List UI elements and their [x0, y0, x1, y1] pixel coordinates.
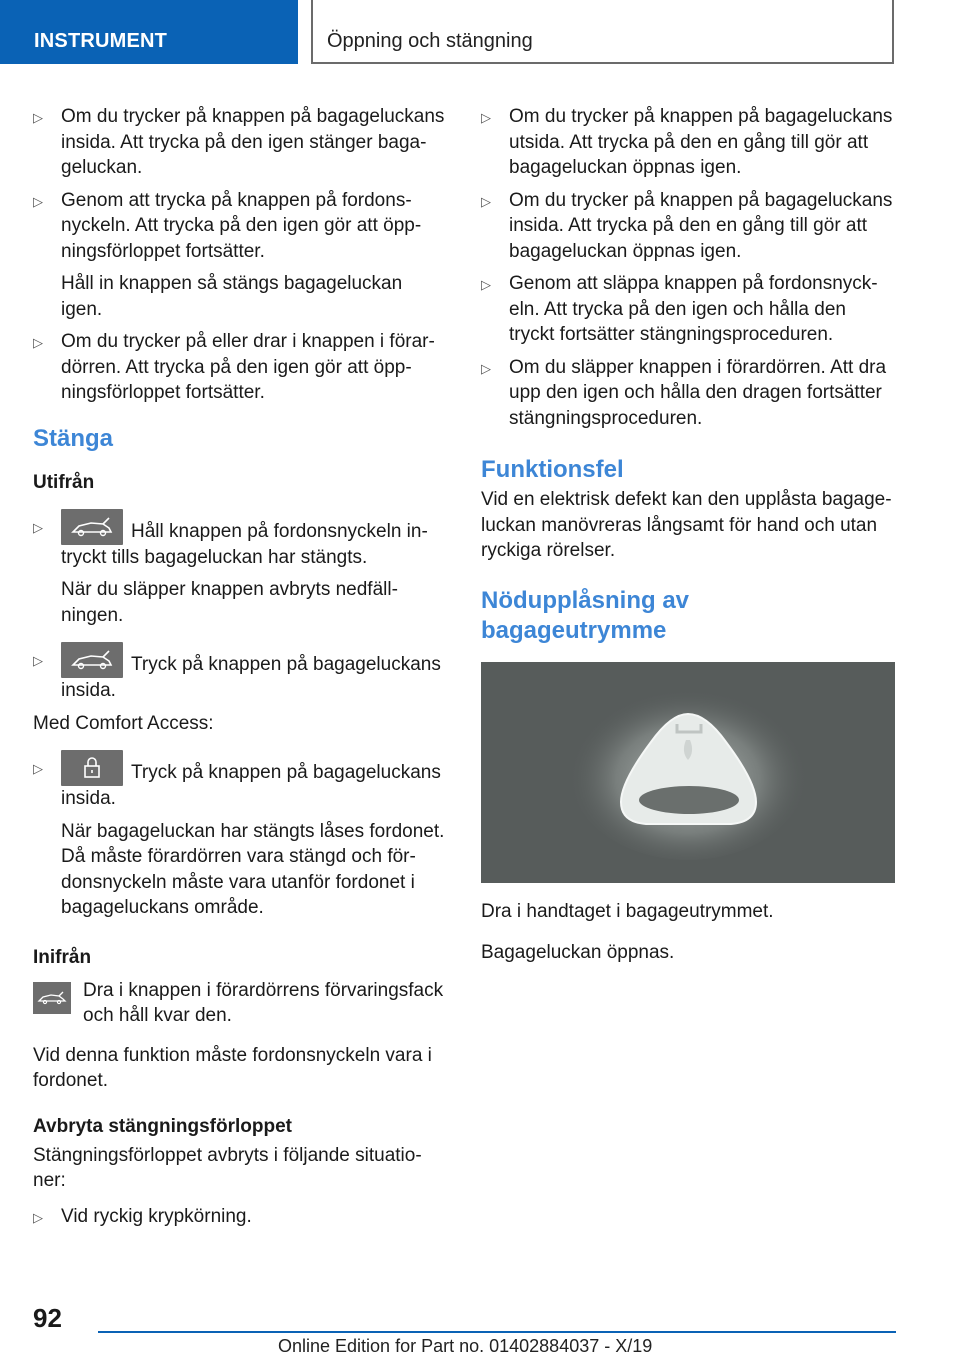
heading-stanga: Stänga [33, 424, 114, 452]
list-item-continuation: När bagageluckan har stängts låses fordonet. Då måste förardörren vara stängd och för-donsnyckeln måste vara utanför fordonet i bagageluckans område. [61, 820, 445, 918]
triangle-right-icon: ▷ [481, 360, 491, 376]
triangle-right-icon: ▷ [33, 761, 43, 776]
list-item-text: Om du släpper knappen i förardörren. Att dra upp den igen och hålla den dragen fortsätter stängningsproceduren. [509, 356, 887, 429]
list-item [33, 509, 447, 571]
heading-avbryta: Avbryta stängningsförloppet [33, 1115, 292, 1137]
list-item-text: Håll knappen på fordonsnyckeln in-tryckt tills bagageluckan har stängts. [61, 520, 428, 568]
end-paragraph: Bagageluckan öppnas. [481, 942, 675, 963]
emergency-release-photo [481, 662, 895, 883]
left-column [33, 104, 447, 1236]
comfort-access-label: Med Comfort Access: [33, 712, 214, 734]
inifran-text: Dra i knappen i förardörrens förvaringsfack och håll kvar den. [83, 979, 444, 1026]
triangle-right-icon: ▷ [33, 335, 43, 350]
right-column [481, 104, 895, 973]
list-item [33, 104, 447, 181]
list-item-text: Vid ryckig krypkörning. [61, 1205, 252, 1227]
list-item-text: Om du trycker på knappen på bagageluckans insida. Att trycka på den igen stänger baga-geluckan. [61, 106, 445, 178]
list-item [481, 355, 895, 432]
list-item-text: Genom att trycka på knappen på fordons-nyckeln. Att trycka på den igen gör att öpp-ningsförloppet fortsätter. [61, 189, 422, 262]
lock-icon [61, 750, 123, 786]
funktionsfel-paragraph: Vid en elektrisk defekt kan den upplåsta bagage-luckan manövreras långsamt för hand och utan ryckiga rörelser. [481, 489, 892, 561]
avbryta-paragraph: Stängningsförloppet avbryts i följande situatio-ner: [33, 1144, 422, 1191]
triangle-right-icon: ▷ [33, 193, 43, 209]
list-item [481, 188, 895, 265]
list-item-text: Tryck på knappen på bagageluckans insida. [61, 654, 441, 701]
list-item-continuation: När du släpper knappen avbryts nedfäll-ningen. [61, 579, 398, 626]
heading-nodupplasning: Nödupplåsning av bagageutrymme [481, 586, 690, 644]
inifran-paragraph [33, 978, 447, 1029]
heading-funktionsfel: Funktionsfel [481, 456, 624, 483]
photo-caption: Dra i handtaget i bagageutrymmet. [481, 900, 774, 922]
list-item [33, 329, 447, 406]
list-item [33, 642, 447, 704]
car-tailgate-icon [61, 642, 123, 678]
list-item [33, 1204, 447, 1230]
triangle-right-icon: ▷ [481, 193, 491, 209]
footer-edition: Online Edition for Part no. 01402884037 - X/19 [278, 1336, 653, 1356]
triangle-right-icon: ▷ [481, 110, 491, 125]
header-chapter-label: Öppning och stängning [327, 30, 533, 52]
car-tailgate-icon [61, 509, 123, 545]
function-paragraph: Vid denna funktion måste fordonsnyckeln vara i fordonet. [33, 1044, 432, 1091]
list-item-text: Om du trycker på knappen på bagageluckans utsida. Att trycka på den en gång till gör att bagageluckan öppnas igen. [509, 106, 893, 178]
triangle-right-icon: ▷ [33, 653, 43, 668]
list-item-text: Om du trycker på knappen på bagageluckans insida. Att trycka på den en gång till gör att bagageluckan öppnas igen. [509, 189, 893, 262]
header-chapter-box [311, 0, 894, 64]
heading-inifran: Inifrån [33, 946, 92, 968]
triangle-right-icon: ▷ [481, 277, 491, 292]
list-item [481, 104, 895, 181]
page-number: 92 [33, 1303, 62, 1333]
heading-utifran: Utifrån [33, 471, 95, 493]
triangle-right-icon: ▷ [33, 519, 43, 535]
list-item-text: Om du trycker på eller drar i knappen i förar-dörren. Att trycka på den igen gör att öpp-ningsförloppet fortsätter. [61, 331, 435, 403]
header-section-tab [0, 0, 298, 64]
list-item [33, 750, 447, 812]
list-item [481, 271, 895, 348]
list-item [33, 188, 447, 265]
header-section-label: INSTRUMENT [34, 30, 168, 52]
car-tailgate-icon [33, 982, 71, 1014]
footer-rule [98, 1331, 896, 1333]
list-item-continuation: Håll in knappen så stängs bagageluckan igen. [61, 273, 403, 320]
list-item-text: Tryck på knappen på bagageluckans insida. [61, 762, 441, 809]
triangle-right-icon: ▷ [33, 110, 43, 125]
triangle-right-icon: ▷ [33, 1209, 43, 1225]
list-item-text: Genom att släppa knappen på fordonsnyck-eln. Att trycka på den igen och hålla den tryckt fortsätter stängningsproceduren. [509, 273, 878, 345]
